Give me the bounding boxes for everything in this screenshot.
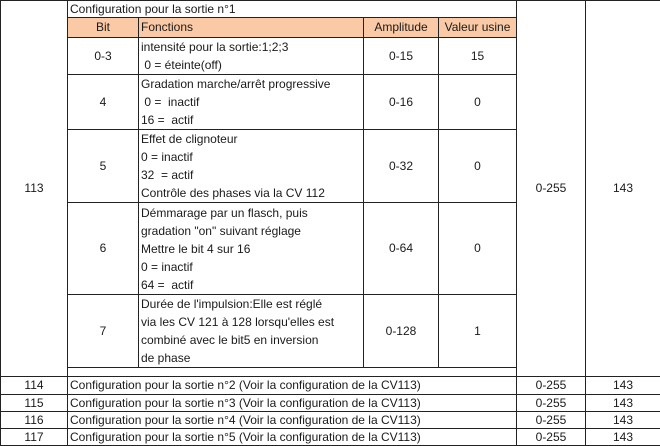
row-description: Configuration pour la sortie n°4 (Voir la configuration de la CV113) [68, 412, 517, 429]
function-line: Mettre le bit 4 sur 16 [141, 240, 361, 258]
function-description [139, 203, 364, 295]
function-description [139, 130, 364, 203]
bit-value: 6 [68, 203, 139, 295]
function-line: 32 = actif [141, 166, 361, 184]
row-description: Configuration pour la sortie n°2 (Voir la configuration de la CV113) [68, 377, 517, 395]
function-line: Effet de clignoteur [141, 130, 361, 148]
bit-value: 0-3 [68, 38, 139, 75]
header-amplitude: Amplitude [364, 18, 439, 38]
function-line: Durée de l'impulsion:Elle est réglé [141, 295, 361, 313]
cv-number: 116 [1, 412, 68, 429]
section-title: Configuration pour la sortie n°1 [68, 1, 517, 18]
cv-default: 143 [586, 1, 660, 377]
factory-value: 0 [439, 203, 517, 295]
table-row [1, 377, 660, 395]
header-valeur-usine: Valeur usine [439, 18, 517, 38]
bit-value: 4 [68, 75, 139, 130]
function-line: 64 = actif [141, 276, 361, 294]
cv-range: 0-255 [517, 1, 586, 377]
factory-value: 0 [439, 75, 517, 130]
function-line: 16 = actif [141, 111, 361, 129]
header-fonctions: Fonctions [139, 18, 364, 38]
amplitude-value: 0-16 [364, 75, 439, 130]
cv-default: 143 [586, 429, 660, 446]
function-line: via les CV 121 à 128 lorsqu'elles est [141, 313, 361, 331]
cv-number: 115 [1, 395, 68, 412]
factory-value: 0 [439, 130, 517, 203]
amplitude-value: 0-64 [364, 203, 439, 295]
cv-default: 143 [586, 395, 660, 412]
function-line: combiné avec le bit5 en inversion [141, 331, 361, 349]
amplitude-value: 0-128 [364, 295, 439, 368]
function-line: de phase [141, 349, 361, 367]
cv-range: 0-255 [517, 377, 586, 395]
cv-number: 113 [1, 1, 68, 377]
function-line: 0 = éteinte(off) [141, 56, 361, 74]
function-line: 0 = inactif [141, 93, 361, 111]
cv-range: 0-255 [517, 429, 586, 446]
amplitude-value: 0-32 [364, 130, 439, 203]
bit-value: 7 [68, 295, 139, 368]
cv-number: 117 [1, 429, 68, 446]
function-description [139, 75, 364, 130]
row-description: Configuration pour la sortie n°5 (Voir la configuration de la CV113) [68, 429, 517, 446]
table-row [1, 1, 660, 18]
table-row [1, 429, 660, 446]
table-row [1, 412, 660, 429]
row-description: Configuration pour la sortie n°3 (Voir la configuration de la CV113) [68, 395, 517, 412]
factory-value: 1 [439, 295, 517, 368]
function-line: intensité pour la sortie:1;2;3 [141, 38, 361, 56]
function-description [139, 295, 364, 368]
function-line: 0 = inactif [141, 258, 361, 276]
function-line: gradation "on" suivant réglage [141, 222, 361, 240]
bit-value: 5 [68, 130, 139, 203]
cv-range: 0-255 [517, 395, 586, 412]
cv-default: 143 [586, 412, 660, 429]
function-line: 0 = inactif [141, 148, 361, 166]
amplitude-value: 0-15 [364, 38, 439, 75]
cv-range: 0-255 [517, 412, 586, 429]
function-line: Gradation marche/arrêt progressive [141, 75, 361, 93]
cv-number: 114 [1, 377, 68, 395]
function-line: Contrôle des phases via la CV 112 [141, 184, 361, 202]
spacer-cell [68, 368, 517, 377]
table-row [1, 395, 660, 412]
factory-value: 15 [439, 38, 517, 75]
cv-default: 143 [586, 377, 660, 395]
header-bit: Bit [68, 18, 139, 38]
function-description [139, 38, 364, 75]
function-line: Démmarage par un flasch, puis [141, 204, 361, 222]
